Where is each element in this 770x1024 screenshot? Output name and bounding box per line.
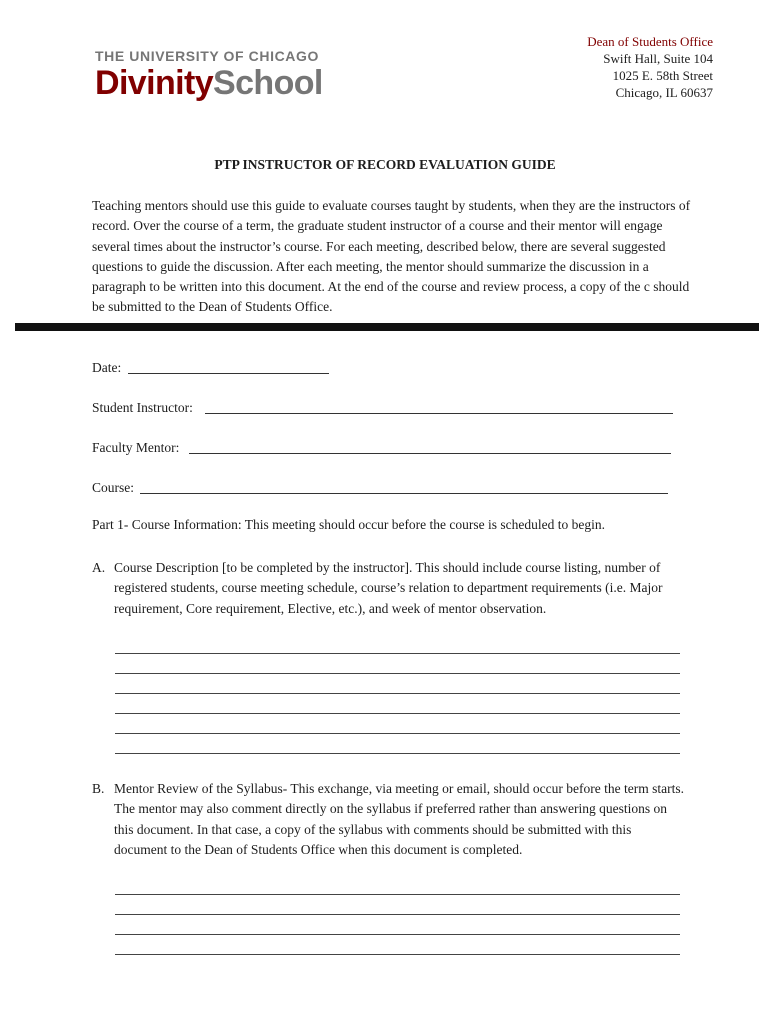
address-line-1: Swift Hall, Suite 104 [603, 51, 713, 66]
office-address [587, 33, 713, 101]
writing-line-a-1[interactable] [115, 653, 680, 654]
item-b-text: Mentor Review of the Syllabus- This exchange, via meeting or email, should occur before the term starts. The mentor may also comment directly on the syllabus if preferred rather than answering questions on this document. In that case, a copy of the syllabus with comments should be submitted with this document to the Dean of Students Office when this document is completed. [114, 781, 684, 857]
faculty-mentor-field[interactable] [189, 453, 671, 454]
student-instructor-label: Student Instructor: [92, 400, 193, 415]
student-instructor-field[interactable] [205, 413, 673, 414]
section-divider [15, 323, 759, 331]
writing-line-a-3[interactable] [115, 693, 680, 694]
course-field[interactable] [140, 493, 668, 494]
writing-line-a-5[interactable] [115, 733, 680, 734]
writing-line-a-4[interactable] [115, 713, 680, 714]
date-field[interactable] [128, 373, 329, 374]
document-title: PTP INSTRUCTOR OF RECORD EVALUATION GUIDE [214, 157, 556, 172]
logo-university-name: THE UNIVERSITY OF CHICAGO [95, 48, 319, 64]
writing-line-a-6[interactable] [115, 753, 680, 754]
logo-word-school: School [213, 64, 323, 102]
writing-line-b-2[interactable] [115, 914, 680, 915]
writing-line-a-2[interactable] [115, 673, 680, 674]
writing-line-b-4[interactable] [115, 954, 680, 955]
part-1-heading: Part 1- Course Information: This meeting should occur before the course is scheduled to begin. [92, 517, 605, 532]
logo-school-name [95, 64, 323, 102]
intro-paragraph: Teaching mentors should use this guide to evaluate courses taught by students, when they are the instructors of record. Over the course of a term, the graduate student instructor of a course and their mentor will engage several times about the instructor’s course. For each meeting, described below, there are several suggested questions to guide the discussion. After each meeting, the mentor should summarize the discussion in a paragraph to be written into this document. At the end of the course and review process, a copy of the c should be submitted to the Dean of Students Office. [92, 198, 691, 315]
address-line-2: 1025 E. 58th Street [612, 68, 713, 83]
faculty-mentor-label: Faculty Mentor: [92, 440, 180, 455]
item-a-letter: A. [92, 560, 106, 575]
writing-line-b-3[interactable] [115, 934, 680, 935]
item-b-letter: B. [92, 781, 105, 796]
writing-line-b-1[interactable] [115, 894, 680, 895]
address-line-3: Chicago, IL 60637 [615, 85, 713, 100]
date-label: Date: [92, 360, 122, 375]
office-name: Dean of Students Office [587, 34, 713, 49]
university-logo [95, 48, 323, 102]
course-label: Course: [92, 480, 134, 495]
logo-word-divinity: Divinity [95, 64, 214, 102]
item-a-text: Course Description [to be completed by the instructor]. This should include course listing, number of registered students, course meeting schedule, course’s relation to department requirements (i.e. Major requirement, Core requirement, Elective, etc.), and week of mentor observation. [114, 560, 663, 616]
